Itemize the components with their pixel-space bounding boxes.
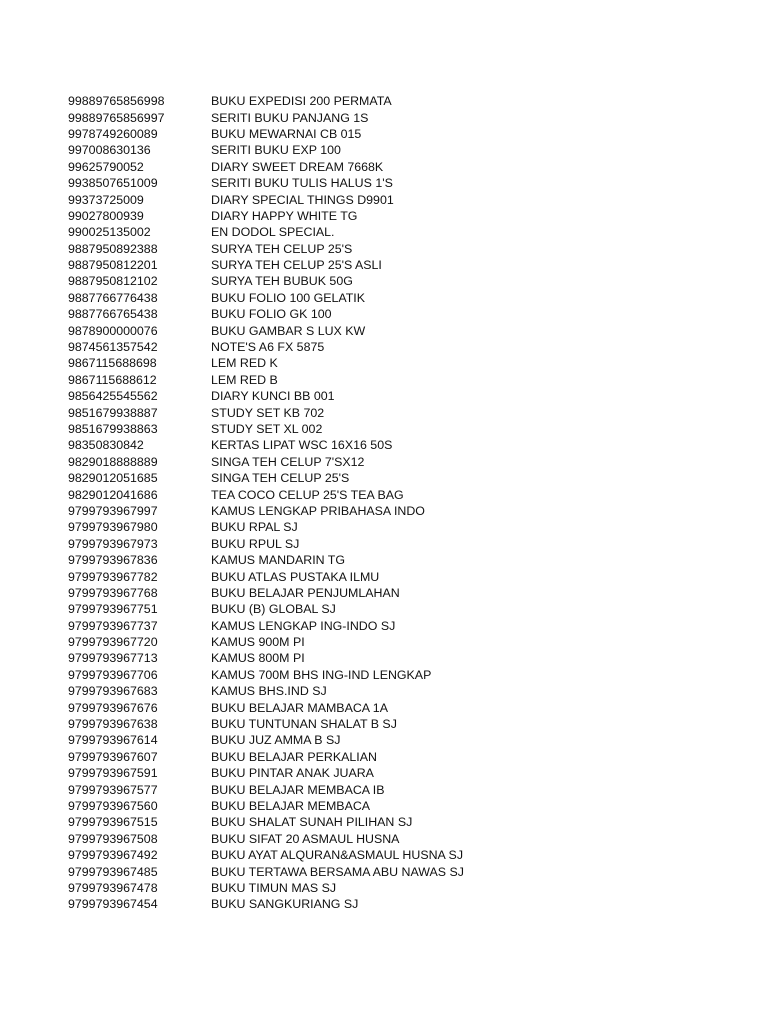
item-name: SERITI BUKU PANJANG 1S bbox=[211, 110, 369, 125]
item-code: 9799793967751 bbox=[68, 602, 158, 617]
item-code: 9799793967720 bbox=[68, 635, 158, 650]
item-code: 99373725009 bbox=[68, 192, 144, 207]
list-item bbox=[68, 109, 688, 125]
item-name: STUDY SET XL 002 bbox=[211, 422, 323, 436]
item-name: KAMUS 900M PI bbox=[211, 635, 305, 650]
list-item bbox=[68, 306, 688, 322]
item-name: BUKU TIMUN MAS SJ bbox=[211, 880, 337, 895]
item-code: 9799793967577 bbox=[68, 782, 158, 797]
item-code: 990025135002 bbox=[68, 225, 151, 240]
item-code: 9799793967607 bbox=[68, 749, 158, 764]
list-item bbox=[68, 257, 688, 273]
item-name: BUKU AYAT ALQURAN&ASMAUL HUSNA SJ bbox=[211, 848, 464, 863]
item-name: LEM RED B bbox=[211, 372, 278, 387]
list-item bbox=[68, 880, 688, 896]
item-code: 9799793967508 bbox=[68, 831, 158, 846]
list-item bbox=[68, 716, 688, 732]
list-item bbox=[68, 355, 688, 371]
item-name: KERTAS LIPAT WSC 16X16 50S bbox=[211, 438, 393, 453]
list-item bbox=[68, 667, 688, 683]
item-code: 9799793967515 bbox=[68, 815, 158, 830]
list-item bbox=[68, 683, 688, 699]
item-name: SURYA TEH BUBUK 50G bbox=[211, 274, 353, 289]
item-code: 9887950812102 bbox=[68, 274, 158, 289]
item-name: KAMUS BHS.IND SJ bbox=[211, 684, 327, 699]
item-code: 98350830842 bbox=[68, 438, 144, 453]
item-name: BUKU RPUL SJ bbox=[211, 536, 300, 551]
item-code: 9799793967614 bbox=[68, 733, 158, 748]
item-code: 99027800939 bbox=[68, 208, 144, 223]
item-name: BUKU MEWARNAI CB 015 bbox=[211, 126, 362, 141]
item-code: 9799793967980 bbox=[68, 520, 158, 535]
item-name: DIARY HAPPY WHITE TG bbox=[211, 208, 358, 223]
item-name: BUKU FOLIO 100 GELATIK bbox=[211, 290, 366, 305]
list-item bbox=[68, 404, 688, 420]
list-item bbox=[68, 241, 688, 257]
item-code: 9887766765438 bbox=[68, 307, 158, 322]
item-code: 9799793967782 bbox=[68, 569, 158, 584]
item-name: BUKU RPAL SJ bbox=[211, 520, 298, 535]
list-item bbox=[68, 126, 688, 142]
item-code: 9829012051685 bbox=[68, 471, 158, 486]
list-item bbox=[68, 224, 688, 240]
list-item bbox=[68, 454, 688, 470]
list-item bbox=[68, 421, 688, 437]
item-code: 9799793967560 bbox=[68, 798, 158, 813]
item-code: 9887950892388 bbox=[68, 241, 158, 256]
item-code: 997008630136 bbox=[68, 143, 151, 158]
list-item bbox=[68, 765, 688, 781]
item-name: BUKU BELAJAR PENJUMLAHAN bbox=[211, 585, 400, 600]
list-item bbox=[68, 798, 688, 814]
item-name: BUKU BELAJAR MAMBACA 1A bbox=[211, 700, 388, 715]
item-name: SINGA TEH CELUP 25'S bbox=[211, 471, 350, 486]
item-name: BUKU PINTAR ANAK JUARA bbox=[211, 766, 374, 781]
list-item bbox=[68, 781, 688, 797]
list-item bbox=[68, 732, 688, 748]
item-name: BUKU JUZ AMMA B SJ bbox=[211, 733, 341, 748]
list-item bbox=[68, 290, 688, 306]
item-code: 9938507651009 bbox=[68, 176, 158, 191]
list-item bbox=[68, 814, 688, 830]
item-code: 9799793967454 bbox=[68, 897, 158, 912]
list-item bbox=[68, 699, 688, 715]
item-name: BUKU TUNTUNAN SHALAT B SJ bbox=[211, 717, 397, 732]
item-code: 9829018888889 bbox=[68, 454, 158, 469]
list-item bbox=[68, 650, 688, 666]
list-item bbox=[68, 388, 688, 404]
item-name: SURYA TEH CELUP 25'S bbox=[211, 241, 353, 256]
item-code: 9799793967676 bbox=[68, 700, 158, 715]
list-item bbox=[68, 585, 688, 601]
list-item bbox=[68, 896, 688, 912]
list-item bbox=[68, 536, 688, 552]
item-name: BUKU SANGKURIANG SJ bbox=[211, 897, 359, 912]
list-item bbox=[68, 749, 688, 765]
item-code: 9799793967591 bbox=[68, 766, 158, 781]
item-code: 9799793967485 bbox=[68, 864, 158, 879]
item-code: 99625790052 bbox=[68, 159, 144, 174]
item-name: DIARY SWEET DREAM 7668K bbox=[211, 159, 384, 174]
item-name: STUDY SET KB 702 bbox=[211, 405, 325, 420]
item-code: 9887950812201 bbox=[68, 258, 158, 273]
list-item bbox=[68, 831, 688, 847]
item-code: 9887766776438 bbox=[68, 290, 158, 305]
item-name: EN DODOL SPECIAL. bbox=[211, 225, 335, 240]
list-item bbox=[68, 519, 688, 535]
item-name: BUKU SIFAT 20 ASMAUL HUSNA bbox=[211, 831, 400, 846]
list-item bbox=[68, 568, 688, 584]
item-name: KAMUS LENGKAP ING-INDO SJ bbox=[211, 618, 396, 633]
list-item bbox=[68, 175, 688, 191]
item-code: 9799793967638 bbox=[68, 717, 158, 732]
item-code: 9799793967836 bbox=[68, 553, 158, 568]
item-code: 9799793967706 bbox=[68, 667, 158, 682]
item-code: 9851679938863 bbox=[68, 422, 158, 436]
list-item bbox=[68, 437, 688, 453]
item-name: SINGA TEH CELUP 7'SX12 bbox=[211, 454, 365, 469]
list-item bbox=[68, 486, 688, 502]
list-item bbox=[68, 208, 688, 224]
list-item bbox=[68, 634, 688, 650]
list-item bbox=[68, 142, 688, 158]
item-code: 9799793967768 bbox=[68, 585, 158, 600]
item-name: KAMUS MANDARIN TG bbox=[211, 553, 346, 568]
item-name: KAMUS 700M BHS ING-IND LENGKAP bbox=[211, 667, 432, 682]
list-item bbox=[68, 322, 688, 338]
item-code: 9799793967492 bbox=[68, 848, 158, 863]
list-item bbox=[68, 191, 688, 207]
item-name: DIARY KUNCI BB 001 bbox=[211, 389, 335, 404]
list-item bbox=[68, 159, 688, 175]
item-code: 9829012041686 bbox=[68, 487, 158, 502]
item-code: 9799793967713 bbox=[68, 651, 158, 666]
item-name: KAMUS LENGKAP PRIBAHASA INDO bbox=[211, 503, 425, 518]
item-name: NOTE'S A6 FX 5875 bbox=[211, 340, 325, 355]
item-name: KAMUS 800M PI bbox=[211, 651, 305, 666]
item-name: LEM RED K bbox=[211, 356, 278, 371]
item-code: 9878900000076 bbox=[68, 323, 158, 338]
item-code: 99889765856998 bbox=[68, 94, 165, 109]
item-name: BUKU (B) GLOBAL SJ bbox=[211, 602, 336, 617]
item-code: 9799793967737 bbox=[68, 618, 158, 633]
item-code: 9856425545562 bbox=[68, 389, 158, 404]
item-name: BUKU SHALAT SUNAH PILIHAN SJ bbox=[211, 815, 413, 830]
item-code: 9978749260089 bbox=[68, 126, 158, 141]
list-item bbox=[68, 503, 688, 519]
item-name: BUKU BELAJAR MEMBACA bbox=[211, 798, 371, 813]
item-name: BUKU GAMBAR S LUX KW bbox=[211, 323, 366, 338]
item-code: 9867115688612 bbox=[68, 372, 157, 387]
product-list bbox=[68, 93, 688, 913]
list-item bbox=[68, 618, 688, 634]
item-code: 9799793967973 bbox=[68, 536, 158, 551]
item-code: 9799793967683 bbox=[68, 684, 158, 699]
item-name: SERITI BUKU EXP 100 bbox=[211, 143, 341, 158]
item-name: BUKU FOLIO GK 100 bbox=[211, 307, 332, 322]
list-item bbox=[68, 470, 688, 486]
item-code: 9867115688698 bbox=[68, 356, 157, 371]
list-item bbox=[68, 93, 688, 109]
item-code: 99889765856997 bbox=[68, 110, 165, 125]
list-item bbox=[68, 863, 688, 879]
item-code: 9874561357542 bbox=[68, 340, 158, 355]
list-item bbox=[68, 552, 688, 568]
list-item bbox=[68, 339, 688, 355]
list-item bbox=[68, 601, 688, 617]
item-name: BUKU TERTAWA BERSAMA ABU NAWAS SJ bbox=[211, 864, 464, 879]
item-code: 9799793967997 bbox=[68, 503, 158, 518]
item-name: BUKU BELAJAR PERKALIAN bbox=[211, 749, 377, 764]
item-name: SERITI BUKU TULIS HALUS 1'S bbox=[211, 176, 393, 191]
item-code: 9851679938887 bbox=[68, 405, 158, 420]
list-item bbox=[68, 273, 688, 289]
list-item bbox=[68, 372, 688, 388]
item-name: SURYA TEH CELUP 25'S ASLI bbox=[211, 258, 382, 273]
item-name: BUKU EXPEDISI 200 PERMATA bbox=[211, 94, 392, 109]
item-code: 9799793967478 bbox=[68, 880, 158, 895]
list-item bbox=[68, 847, 688, 863]
item-name: DIARY SPECIAL THINGS D9901 bbox=[211, 192, 394, 207]
item-name: BUKU ATLAS PUSTAKA ILMU bbox=[211, 569, 380, 584]
item-name: BUKU BELAJAR MEMBACA IB bbox=[211, 782, 385, 797]
item-name: TEA COCO CELUP 25'S TEA BAG bbox=[211, 487, 404, 502]
